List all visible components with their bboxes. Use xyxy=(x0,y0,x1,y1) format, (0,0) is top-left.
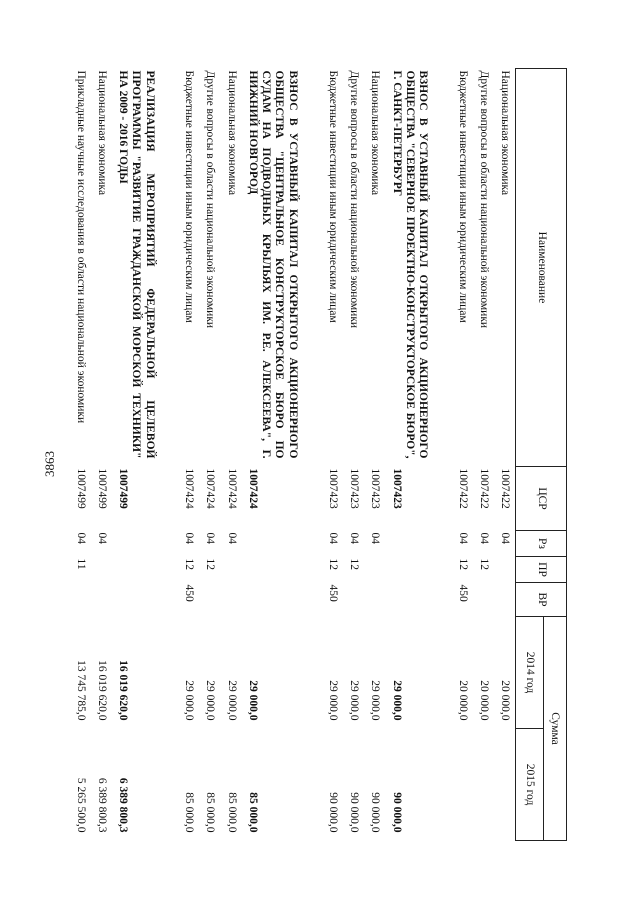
row-csr: 1007422 xyxy=(477,468,490,509)
row-rz: 04 xyxy=(96,532,109,544)
page-number-text: 3863 xyxy=(42,451,57,477)
row-vr xyxy=(494,583,516,617)
row-name: Прикладные научные исследования в области национальной экономики xyxy=(74,70,87,424)
row-vr xyxy=(70,583,91,617)
row-vr xyxy=(199,583,220,617)
table-row xyxy=(112,69,178,841)
row-2015: 90 000,0 xyxy=(390,792,403,833)
row-name: Бюджетные инвестиции иным юридическим лицам xyxy=(456,70,469,323)
row-csr: 1007424 xyxy=(246,468,259,509)
budget-table xyxy=(70,68,567,841)
row-name: Национальная экономика xyxy=(225,70,238,196)
row-rz: 04 xyxy=(348,532,361,544)
row-2014: 20 000,0 xyxy=(477,680,490,721)
row-name: Другие вопросы в области национальной экономики xyxy=(348,70,361,329)
row-2015: 6 389 800,3 xyxy=(96,777,109,833)
row-pr xyxy=(220,557,241,583)
row-name: Бюджетные инвестиции иным юридическим лицам xyxy=(183,70,196,323)
row-name: Другие вопросы в области национальной экономики xyxy=(477,70,490,329)
row-2015: 85 000,0 xyxy=(204,792,217,833)
row-rz xyxy=(385,531,451,557)
row-rz: 04 xyxy=(326,532,339,544)
header-vr: ВР xyxy=(516,583,567,617)
row-2014: 29 000,0 xyxy=(390,680,403,721)
row-2015: 85 000,0 xyxy=(183,792,196,833)
table-row xyxy=(322,69,343,841)
header-rz: Рз xyxy=(516,531,567,557)
table-row xyxy=(178,69,199,841)
row-2015 xyxy=(473,729,494,841)
row-vr: 450 xyxy=(456,584,469,602)
row-csr: 1007423 xyxy=(348,468,361,509)
row-pr: 12 xyxy=(477,558,490,570)
row-vr xyxy=(91,583,112,617)
table-row xyxy=(343,69,364,841)
row-csr: 1007499 xyxy=(117,468,130,509)
row-rz: 04 xyxy=(225,532,238,544)
row-csr: 1007424 xyxy=(183,468,196,509)
header-csr: ЦСР xyxy=(516,467,567,531)
row-pr xyxy=(385,557,451,583)
row-pr xyxy=(364,557,385,583)
row-rz xyxy=(242,531,322,557)
row-2014: 29 000,0 xyxy=(326,680,339,721)
row-csr: 1007499 xyxy=(74,468,87,509)
row-2014: 29 000,0 xyxy=(246,680,259,721)
row-2015: 85 000,0 xyxy=(225,792,238,833)
table-row xyxy=(385,69,451,841)
row-rz: 04 xyxy=(477,532,490,544)
row-csr: 1007422 xyxy=(499,468,511,509)
row-2015: 5 265 500,0 xyxy=(74,777,87,833)
row-name: Национальная экономика xyxy=(96,70,109,196)
row-2014: 20 000,0 xyxy=(499,680,511,721)
row-pr xyxy=(91,557,112,583)
row-csr: 1007499 xyxy=(96,468,109,509)
row-vr xyxy=(112,583,178,617)
row-csr: 1007424 xyxy=(225,468,238,509)
row-2014: 13 745 785,0 xyxy=(74,660,87,721)
row-name: ВЗНОС В УСТАВНЫЙ КАПИТАЛ ОТКРЫТОГО АКЦИОНЕРНОГО ОБЩЕСТВА "ЦЕНТРАЛЬНОЕ КОНСТРУКТОРСКОЕ БЮРО ПО СУДАМ НА ПОДВОДНЫХ КРЫЛЬЯХ ИМ. Р.Е. АЛЕКСЕЕВА", Г. НИЖНИЙ НОВГОРОД xyxy=(246,70,299,459)
row-name: ВЗНОС В УСТАВНЫЙ КАПИТАЛ ОТКРЫТОГО АКЦИОНЕРНОГО ОБЩЕСТВА "СЕВЕРНОЕ ПРОЕКТНО-КОНСТРУКТОРСКОЕ БЮРО", Г. САНКТ-ПЕТЕРБУРГ xyxy=(390,70,429,459)
row-2014: 29 000,0 xyxy=(348,680,361,721)
row-csr: 1007423 xyxy=(326,468,339,509)
row-vr: 450 xyxy=(183,584,196,602)
table-row xyxy=(494,69,516,841)
row-2014: 16 019 620,0 xyxy=(96,660,109,721)
header-name: Наименование xyxy=(516,69,567,467)
row-rz xyxy=(112,531,178,557)
row-2014: 29 000,0 xyxy=(369,680,382,721)
row-name: Национальная экономика xyxy=(369,70,382,196)
table-row xyxy=(91,69,112,841)
table-row xyxy=(473,69,494,841)
row-2015: 90 000,0 xyxy=(369,792,382,833)
row-2015 xyxy=(451,729,472,841)
row-pr xyxy=(494,557,516,583)
row-2015: 90 000,0 xyxy=(348,792,361,833)
table-row xyxy=(220,69,241,841)
row-pr: 11 xyxy=(74,558,87,570)
row-name: Бюджетные инвестиции иным юридическим лицам xyxy=(326,70,339,323)
row-rz: 04 xyxy=(456,532,469,544)
table-row xyxy=(242,69,322,841)
row-pr xyxy=(112,557,178,583)
row-name: Другие вопросы в области национальной экономики xyxy=(204,70,217,329)
row-name: Национальная экономика xyxy=(499,70,511,196)
row-2015: 90 000,0 xyxy=(326,792,339,833)
table-row xyxy=(364,69,385,841)
row-vr xyxy=(364,583,385,617)
row-pr: 12 xyxy=(348,558,361,570)
row-pr: 12 xyxy=(204,558,217,570)
row-vr: 450 xyxy=(326,584,339,602)
row-vr xyxy=(473,583,494,617)
row-vr xyxy=(220,583,241,617)
table-row xyxy=(199,69,220,841)
row-2015: 85 000,0 xyxy=(246,792,259,833)
row-rz: 04 xyxy=(369,532,382,544)
row-2015: 6 389 800,3 xyxy=(117,777,130,833)
row-pr: 12 xyxy=(183,558,196,570)
row-2014: 29 000,0 xyxy=(204,680,217,721)
row-rz: 04 xyxy=(204,532,217,544)
row-2014: 29 000,0 xyxy=(225,680,238,721)
row-pr: 12 xyxy=(456,558,469,570)
header-sum: Сумма xyxy=(543,617,566,841)
row-2014: 16 019 620,0 xyxy=(117,660,130,721)
table-row xyxy=(70,69,91,841)
row-csr: 1007423 xyxy=(390,468,403,509)
row-2014: 29 000,0 xyxy=(183,680,196,721)
row-vr xyxy=(343,583,364,617)
row-2015 xyxy=(494,729,516,841)
row-rz: 04 xyxy=(499,532,511,544)
row-pr: 12 xyxy=(326,558,339,570)
row-2014: 20 000,0 xyxy=(456,680,469,721)
row-csr: 1007422 xyxy=(456,468,469,509)
budget-table-rotated xyxy=(57,68,567,840)
row-csr: 1007423 xyxy=(369,468,382,509)
row-rz: 04 xyxy=(74,532,87,544)
row-pr xyxy=(242,557,322,583)
header-pr: ПР xyxy=(516,557,567,583)
row-csr: 1007424 xyxy=(204,468,217,509)
row-name: РЕАЛИЗАЦИЯ МЕРОПРИЯТИЙ ФЕДЕРАЛЬНОЙ ЦЕЛЕВОЙ ПРОГРАММЫ "РАЗВИТИЕ ГРАЖДАНСКОЙ МОРСКОЙ ТЕХНИКИ" НА 2009 - 2016 ГОДЫ xyxy=(117,70,156,459)
row-vr xyxy=(242,583,322,617)
header-2014: 2014 год xyxy=(516,617,544,729)
row-vr xyxy=(385,583,451,617)
row-rz: 04 xyxy=(183,532,196,544)
header-2015: 2015 год xyxy=(516,729,544,841)
table-row xyxy=(451,69,472,841)
